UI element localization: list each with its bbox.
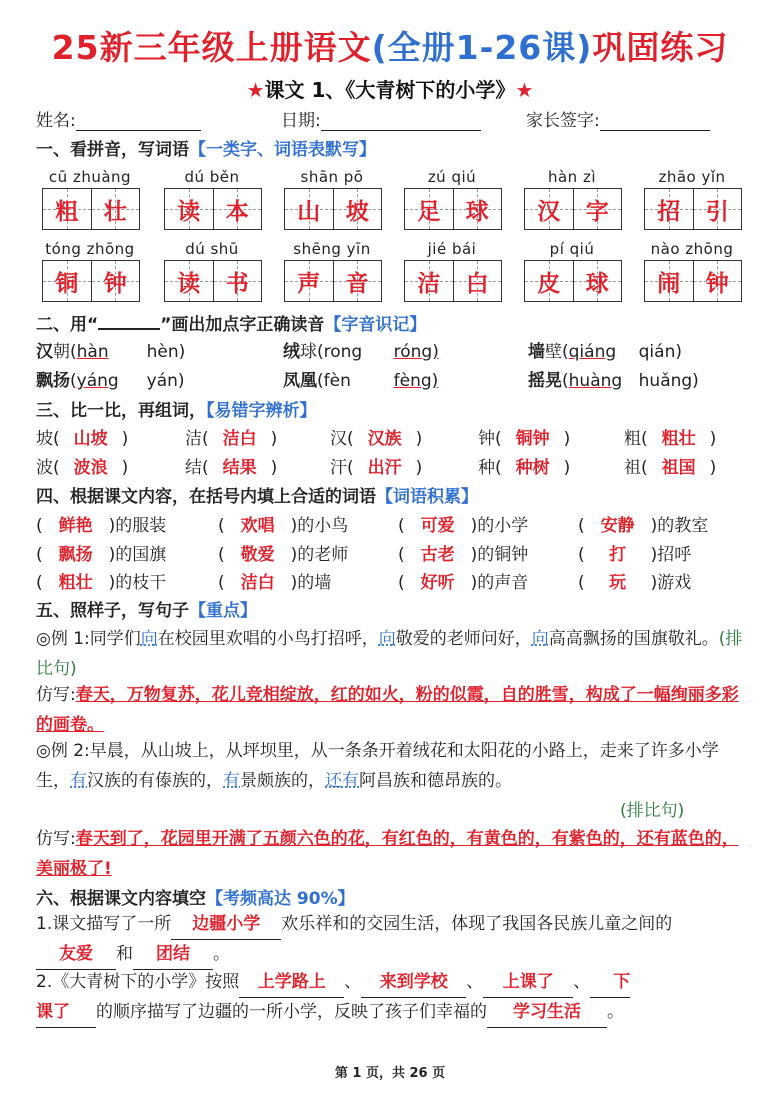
pinyin-text: shān pō (300, 168, 364, 186)
section-1-title: 一、看拼音，写词语 (36, 140, 189, 160)
example-1-text: 在校园里欢唱的小鸟打招呼， (157, 629, 379, 649)
pinyin-text: pí qiú (549, 240, 595, 258)
pinyin-option[interactable]: rong (323, 342, 363, 362)
paren: ) (415, 458, 423, 478)
pinyin-word (40, 168, 140, 230)
pinyin-text: tóng zhōng (45, 240, 135, 258)
paren: ( (578, 516, 585, 536)
section-5-heading (36, 596, 257, 621)
pronunciation-item (36, 337, 185, 362)
paren: ( (36, 573, 43, 593)
section-2-tag: 【字音识记】 (324, 315, 427, 335)
star-icon: ★ (515, 78, 534, 102)
fill-word-item (218, 540, 348, 565)
answer-char: 洁 (417, 270, 441, 297)
answer-blank[interactable]: 边疆小学 (171, 910, 281, 940)
section-2-heading (36, 310, 426, 335)
writing-boxes[interactable] (644, 188, 742, 230)
answer-word[interactable]: 好听 (420, 573, 455, 593)
fill-word-item (398, 568, 528, 593)
writing-cell[interactable] (333, 261, 382, 301)
writing-boxes[interactable] (524, 260, 622, 302)
pinyin-text: zú qiú (427, 168, 477, 186)
imitation-label: 仿写: (36, 685, 76, 705)
item-text: ( (562, 371, 569, 391)
compare-item (36, 424, 128, 449)
pronunciation-item (283, 366, 438, 391)
writing-cell[interactable] (645, 261, 693, 301)
title-part-c: (全册1-26课) (371, 28, 593, 67)
title-part-b: 三年级上册语文 (133, 28, 372, 67)
writing-cell[interactable] (165, 261, 213, 301)
pinyin-option[interactable]: róng) (393, 342, 439, 362)
writing-boxes[interactable] (42, 260, 140, 302)
page-footer: 第 1 页，共 26 页 (334, 1066, 446, 1081)
paren: ) (121, 458, 129, 478)
pinyin-option[interactable]: fèng) (393, 371, 439, 391)
example-2-text: 汉族的有傣族的， (87, 771, 223, 791)
compare-item (624, 453, 716, 478)
pinyin-word (282, 240, 382, 302)
answer-word[interactable]: 洁白 (240, 573, 275, 593)
example-2-key: 有 (223, 771, 240, 791)
paren: ( (347, 458, 354, 478)
answer-char: 书 (225, 270, 249, 297)
base-char: 种 (478, 458, 495, 478)
question-text: 和 (116, 944, 133, 964)
item-text: )游戏 (650, 573, 692, 593)
dotted-char: 飘扬 (36, 371, 70, 391)
paren: ( (398, 573, 405, 593)
answer-word[interactable]: 玩 (609, 573, 627, 593)
paren: ) (415, 429, 423, 449)
writing-cell[interactable] (213, 261, 262, 301)
pinyin-text: dú shū (185, 240, 239, 258)
writing-cell[interactable] (525, 189, 573, 229)
pinyin-option[interactable]: fèn (323, 371, 351, 391)
answer-word[interactable]: 波浪 (73, 458, 108, 478)
pronunciation-item (528, 337, 682, 362)
writing-cell[interactable] (693, 261, 742, 301)
compare-item (330, 424, 422, 449)
section-5-tag: 【重点】 (189, 601, 257, 621)
answer-word[interactable]: 祖国 (661, 458, 696, 478)
sentence-type-2: (排比句) (620, 801, 685, 821)
answer-blank[interactable]: 课了 (36, 998, 96, 1028)
name-field[interactable] (76, 112, 201, 131)
pinyin-word (522, 168, 622, 230)
answer-char: 足 (417, 198, 441, 225)
item-text: )的服装 (108, 516, 167, 536)
pinyin-option[interactable]: yán) (146, 371, 185, 391)
pinyin-word (402, 168, 502, 230)
section-2-title-b: ”画出加点字正确读音 (160, 315, 325, 335)
writing-boxes[interactable] (284, 260, 382, 302)
writing-cell[interactable] (285, 261, 333, 301)
pinyin-option[interactable]: hàn (76, 342, 109, 362)
paren: ) (709, 458, 717, 478)
separator: 、 (344, 972, 362, 992)
imitation-label: 仿写: (36, 829, 76, 849)
paren: ( (347, 429, 354, 449)
writing-cell[interactable] (525, 261, 573, 301)
dotted-char: 凤凰 (283, 371, 317, 391)
answer-char: 球 (465, 198, 489, 225)
answer-blank[interactable]: 团结 (133, 940, 213, 970)
example-2-text: 阿昌族和德昂族的。 (359, 771, 512, 791)
separator: 、 (466, 972, 484, 992)
fill-word-item (218, 511, 348, 536)
section-3-title: 三、比一比，再组词， (36, 401, 206, 421)
answer-char: 白 (465, 270, 489, 297)
pronunciation-item (528, 366, 699, 391)
paren: ( (218, 573, 225, 593)
answer-word[interactable]: 汉族 (367, 429, 402, 449)
base-char: 结 (185, 458, 202, 478)
paren: ( (578, 573, 585, 593)
writing-cell[interactable] (645, 189, 693, 229)
fill-word-item (218, 568, 331, 593)
compare-item (185, 424, 277, 449)
writing-boxes[interactable] (404, 188, 502, 230)
paren: ( (36, 516, 43, 536)
answer-word[interactable]: 安静 (600, 516, 635, 536)
base-char: 汉 (330, 429, 347, 449)
item-text: 球( (300, 342, 324, 362)
question-2 (36, 968, 746, 1028)
answer-char: 铜 (55, 270, 79, 297)
paren: ) (270, 429, 278, 449)
answer-blank[interactable]: 友爱 (36, 940, 116, 970)
item-text: )的教室 (650, 516, 709, 536)
pinyin-option[interactable]: huàng (568, 371, 623, 391)
base-char: 钟 (478, 429, 495, 449)
writing-cell[interactable] (285, 189, 333, 229)
pinyin-text: hàn zì (547, 168, 596, 186)
writing-cell[interactable] (453, 261, 502, 301)
example-1-key: 向 (140, 629, 158, 649)
lesson-subtitle (0, 74, 780, 103)
paren: ( (53, 458, 60, 478)
paren: ( (495, 458, 502, 478)
base-char: 汗 (330, 458, 347, 478)
base-char: 坡 (36, 429, 53, 449)
answer-char: 本 (225, 198, 249, 225)
item-text: 壁( (545, 342, 569, 362)
name-row (36, 106, 746, 131)
pinyin-option[interactable]: hèn) (146, 342, 186, 362)
compare-item (478, 453, 570, 478)
item-text: )的枝干 (108, 573, 167, 593)
answer-word[interactable]: 打 (609, 545, 627, 565)
item-text: )的小学 (470, 516, 529, 536)
question-1 (36, 910, 746, 970)
pinyin-option[interactable]: qiáng (568, 342, 617, 362)
example-2-text: 景颇族的， (240, 771, 325, 791)
compare-item (185, 453, 277, 478)
underline-sample (98, 316, 160, 330)
example-1-text: 敬爱的老师问好， (395, 629, 532, 649)
writing-cell[interactable] (453, 189, 502, 229)
writing-cell[interactable] (405, 261, 453, 301)
example-2-key: 还有 (325, 771, 359, 791)
answer-word[interactable]: 种树 (515, 458, 550, 478)
answer-word[interactable]: 粗壮 (58, 573, 93, 593)
section-4-title: 四、根据课文内容，在括号内填上合适的词语 (36, 487, 376, 507)
example-2 (36, 736, 746, 796)
answer-char: 字 (585, 198, 609, 225)
paren: ( (398, 545, 405, 565)
paren: ) (563, 429, 571, 449)
writing-boxes[interactable] (164, 260, 262, 302)
writing-cell[interactable] (405, 189, 453, 229)
writing-cell[interactable] (91, 261, 140, 301)
section-6-heading (36, 884, 355, 909)
example-1 (36, 624, 746, 684)
question-text: 欢乐祥和的交园生活，体现了我国各民族儿童之间的 (281, 914, 673, 934)
writing-cell[interactable] (693, 189, 742, 229)
pinyin-text: dú běn (184, 168, 240, 186)
answer-char: 球 (585, 270, 609, 297)
compare-item (330, 453, 422, 478)
example-2-key: 有 (70, 771, 87, 791)
example-1-key: 向 (378, 629, 396, 649)
answer-word[interactable]: 铜钟 (515, 429, 550, 449)
answer-char: 山 (297, 198, 321, 225)
section-6-tag: 【考频高达 90%】 (206, 889, 355, 909)
date-field[interactable] (321, 112, 481, 131)
dotted-char: 绒 (283, 342, 300, 362)
answer-char: 音 (345, 270, 369, 297)
name-label: 姓名: (36, 111, 76, 131)
paren: ( (218, 516, 225, 536)
paren: ( (202, 458, 209, 478)
writing-boxes[interactable] (42, 188, 140, 230)
item-text: 朝( (53, 342, 77, 362)
question-text: 1.课文描写了一所 (36, 914, 172, 934)
base-char: 洁 (185, 429, 202, 449)
item-text: ( (70, 371, 77, 391)
answer-word[interactable]: 欢唱 (240, 516, 275, 536)
section-2-title-a: 二、用“ (36, 315, 99, 335)
answer-char: 壮 (103, 198, 127, 225)
pinyin-word (162, 168, 262, 230)
dotted-char: 墙 (528, 342, 545, 362)
fill-word-item (398, 540, 528, 565)
paren: ( (641, 429, 648, 449)
pinyin-word (642, 240, 742, 302)
question-text: 的顺序描写了边疆的一所小学，反映了孩子们幸福的 (96, 1002, 487, 1022)
paren: ( (53, 429, 60, 449)
separator: 、 (573, 972, 591, 992)
answer-word[interactable]: 鲜艳 (58, 516, 93, 536)
writing-cell[interactable] (573, 189, 622, 229)
answer-char: 读 (177, 198, 201, 225)
answer-word[interactable]: 出汗 (367, 458, 402, 478)
fill-word-item (578, 511, 708, 536)
answer-char: 汉 (537, 198, 561, 225)
section-4-heading (36, 482, 478, 507)
pronunciation-item (283, 337, 439, 362)
pinyin-word (402, 240, 502, 302)
fill-word-item (398, 511, 528, 536)
paren: ( (202, 429, 209, 449)
item-text: ( (317, 371, 324, 391)
star-icon: ★ (246, 78, 265, 102)
section-4-tag: 【词语积累】 (376, 487, 478, 507)
pinyin-word (642, 168, 742, 230)
question-text: 2.《大青树下的小学》按照 (36, 972, 240, 992)
answer-char: 闹 (657, 270, 681, 297)
answer-word[interactable]: 敬爱 (240, 545, 275, 565)
example-2-text: ◎例 2:早晨，从山坡上，从坪坝里，从一条条开着绒花和太阳花的小路上，走来了许多小学生， (36, 741, 719, 791)
pinyin-option[interactable]: yáng (76, 371, 119, 391)
answer-word[interactable]: 飘扬 (58, 545, 93, 565)
section-3-tag: 【易错字辨析】 (206, 401, 317, 421)
pinyin-word (162, 240, 262, 302)
paren: ( (495, 429, 502, 449)
pinyin-word (40, 240, 140, 302)
pinyin-text: jié bái (427, 240, 477, 258)
base-char: 粗 (624, 429, 641, 449)
paren: ( (398, 516, 405, 536)
section-1-heading (36, 135, 376, 160)
writing-boxes[interactable] (524, 188, 622, 230)
base-char: 祖 (624, 458, 641, 478)
answer-char: 读 (177, 270, 201, 297)
compare-item (624, 424, 716, 449)
answer-word[interactable]: 洁白 (222, 429, 257, 449)
example-1-text: ◎例 1:同学们 (36, 629, 141, 649)
answer-char: 粗 (55, 198, 79, 225)
fill-word-item (36, 568, 166, 593)
pinyin-text: nào zhōng (650, 240, 734, 258)
item-text: )的老师 (290, 545, 349, 565)
imitation-answer: 春天，万物复苏，花儿竞相绽放，红的如火，粉的似霞，自的胜雪，构成了一幅绚丽多彩的画卷。 (36, 685, 739, 735)
item-text: )招呼 (650, 545, 692, 565)
answer-char: 声 (297, 270, 321, 297)
writing-cell[interactable] (573, 261, 622, 301)
pinyin-option[interactable]: huǎng) (638, 371, 699, 391)
writing-cell[interactable] (43, 261, 91, 301)
parent-sign-label: 家长签字: (526, 111, 600, 131)
section-1-tag: 【一类字、词语表默写】 (189, 140, 376, 160)
answer-char: 引 (705, 198, 729, 225)
answer-blank[interactable]: 上课了 (483, 968, 573, 998)
paren: ) (270, 458, 278, 478)
item-text: )的国旗 (108, 545, 167, 565)
paren: ( (641, 458, 648, 478)
subtitle-text: 课文 1、《大青树下的小学》 (264, 78, 516, 102)
item-text: )的声音 (470, 573, 529, 593)
writing-boxes[interactable] (284, 188, 382, 230)
writing-cell[interactable] (213, 189, 262, 229)
date-label: 日期: (281, 111, 321, 131)
fill-word-item (578, 540, 691, 565)
fill-word-item (36, 540, 166, 565)
writing-boxes[interactable] (644, 260, 742, 302)
answer-blank[interactable]: 上学路上 (239, 968, 344, 998)
question-text: 。 (213, 944, 230, 964)
item-text: )的墙 (290, 573, 332, 593)
paren: ) (121, 429, 129, 449)
paren: ) (563, 458, 571, 478)
sentence-type: (排比句) (36, 629, 743, 679)
answer-blank[interactable]: 下 (590, 968, 630, 998)
pinyin-word (282, 168, 382, 230)
pinyin-word (522, 240, 622, 302)
title-part-a: 25新 (51, 28, 134, 67)
example-1-key: 向 (531, 629, 549, 649)
answer-blank[interactable]: 学习生活 (487, 998, 607, 1028)
imitation-answer: 春天到了，花园里开满了五颜六色的花，有红色的，有黄色的，有紫色的，还有蓝色的，美丽极了! (36, 829, 739, 879)
paren: ) (709, 429, 717, 449)
parent-sign-field[interactable] (600, 112, 710, 131)
compare-item (36, 453, 128, 478)
base-char: 波 (36, 458, 53, 478)
answer-char: 招 (657, 198, 681, 225)
answer-char: 钟 (103, 270, 127, 297)
answer-word[interactable]: 山坡 (73, 429, 108, 449)
imitation-2 (36, 824, 746, 884)
title-part-d: 巩固练习 (592, 28, 729, 67)
dotted-char: 汉 (36, 342, 53, 362)
section-3-heading (36, 396, 317, 421)
answer-word[interactable]: 结果 (222, 458, 257, 478)
answer-blank[interactable]: 来到学校 (361, 968, 466, 998)
writing-cell[interactable] (333, 189, 382, 229)
fill-word-item (36, 511, 166, 536)
pinyin-text: zhāo yǐn (658, 168, 726, 186)
example-1-text: 高高飘扬的国旗敬礼。 (548, 629, 719, 649)
answer-char: 坡 (345, 198, 369, 225)
fill-word-item (578, 568, 691, 593)
answer-word[interactable]: 粗壮 (661, 429, 696, 449)
paren: ( (218, 545, 225, 565)
item-text: )的铜钟 (470, 545, 529, 565)
dotted-char: 摇晃 (528, 371, 562, 391)
answer-word[interactable]: 古老 (420, 545, 455, 565)
pronunciation-item (36, 366, 185, 391)
pinyin-text: cū zhuàng (48, 168, 132, 186)
page-title (0, 22, 780, 69)
writing-boxes[interactable] (164, 188, 262, 230)
paren: ( (578, 545, 585, 565)
compare-item (478, 424, 570, 449)
answer-word[interactable]: 可爱 (420, 516, 455, 536)
writing-boxes[interactable] (404, 260, 502, 302)
section-5-title: 五、照样子，写句子 (36, 601, 189, 621)
section-6-title: 六、根据课文内容填空 (36, 889, 206, 909)
pinyin-option[interactable]: qián) (638, 342, 682, 362)
pinyin-text: shēng yīn (293, 240, 371, 258)
question-text: 。 (607, 1002, 624, 1022)
answer-char: 皮 (537, 270, 561, 297)
writing-cell[interactable] (165, 189, 213, 229)
writing-cell[interactable] (43, 189, 91, 229)
imitation-1 (36, 680, 746, 740)
item-text: )的小鸟 (290, 516, 349, 536)
writing-cell[interactable] (91, 189, 140, 229)
paren: ( (36, 545, 43, 565)
answer-char: 钟 (705, 270, 729, 297)
